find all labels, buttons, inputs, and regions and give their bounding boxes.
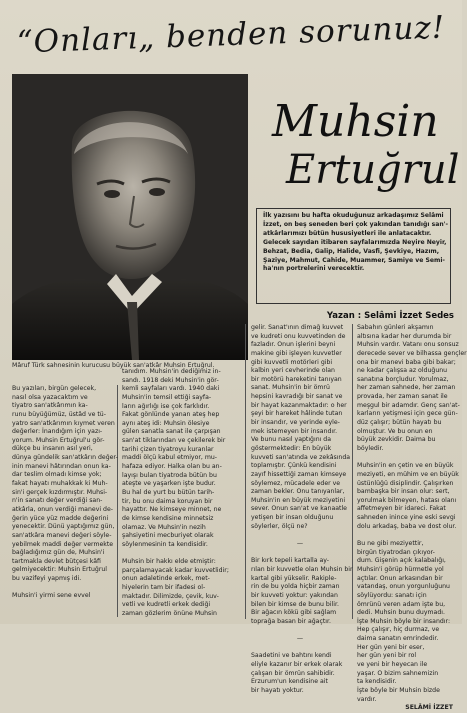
article-line: şahsiyetini mecburiyet olarak	[122, 532, 214, 540]
article-line: tir, bu onu daima koruyan bir	[122, 497, 213, 505]
article-line: meziyeti, en mühim ve en büyük	[357, 470, 459, 478]
article-line: Muhsin bir hakkı elde etmiştir:	[122, 558, 216, 566]
article-line: atkârla, onun verdiği manevi de-	[12, 505, 114, 513]
intro-line: atkârlarımızı bütün hususiyetleri ile anlatacaktır.	[263, 229, 432, 237]
article-line: Erzurum'un kendisine ait	[251, 678, 328, 686]
article-line: yetişen bir insan olduğunu	[251, 514, 334, 522]
article-line: hiyelerin tam bir ifadesi ol-	[122, 584, 206, 592]
article-line: aynı ateş idi: Muhsin ölesiye	[122, 419, 210, 427]
article-line: ta kendisidir.	[357, 678, 397, 686]
article-line: Sabahın günleri akşamın	[357, 324, 434, 331]
article-column-2	[122, 368, 238, 617]
intro-line: ha'nın portrelerini verecektir.	[263, 265, 365, 273]
article-line: İşte Muhsin böyle bir insandır:	[357, 617, 451, 625]
article-line: —	[296, 635, 304, 643]
article-line: kalbin yeri cevherinde olan	[251, 367, 335, 375]
article-line: —	[296, 540, 304, 548]
article-line: Bir ağacın kökü gibi sağlam	[251, 609, 337, 617]
article-line: ve yeni bir heyecan ile	[357, 660, 428, 668]
article-line: tiyatro san'atkârımın ka-	[12, 402, 88, 410]
article-line: yaşar. O bizim sahnemizin	[357, 669, 439, 677]
article-line: birgün tiyatrodan çıkıyor-	[357, 548, 435, 556]
title-first-name: Muhsin	[272, 96, 439, 147]
article-line: san'atkâra manevi değeri söyle-	[12, 531, 112, 539]
article-line: fakat hayatı muhakkak ki Muh-	[12, 480, 108, 488]
article-line: göstermektedir: En büyük	[251, 444, 332, 452]
article-line: dolu arkadaş, baba ve dost olur.	[357, 522, 457, 530]
article-line: Muhsin'in temsil ettiği sayfa-	[122, 393, 212, 401]
article-line: sanat. Muhsin'in bir ömrü	[251, 384, 330, 392]
article-line: bir hayatı yoktur.	[251, 686, 304, 694]
article-line	[251, 644, 349, 653]
portrait-photo	[12, 74, 248, 360]
article-line: Muhsin'in en çetin ve en büyük	[357, 462, 454, 470]
article-line	[12, 584, 114, 593]
article-line: dar teslim olmadı kimse yok;	[12, 471, 102, 479]
article-line: san'at tiklarından ve çekilerek bir	[122, 437, 226, 445]
article-line: olmuştur. Ve bu onun en	[357, 427, 433, 435]
column-divider	[117, 385, 118, 617]
article-line: böyledir.	[357, 444, 384, 452]
intro-line: İlk yazısını bu hafta okuduğunuz arkadaşımız Selâmi	[263, 212, 444, 219]
article-line: kuvveti san'atında ve zekâsında	[251, 453, 351, 461]
article-line: Bu hal de yurt bu bütün tarih-	[122, 488, 215, 496]
article-line: SELÂMİ İZZET	[405, 704, 453, 712]
article-line: dükçe bu insanın asıl yeri,	[12, 445, 93, 453]
article-line: bir motörü hareketini tanıyan	[251, 375, 342, 383]
article-line: sanatına borçludur. Yorulmaz,	[357, 375, 449, 383]
article-line: de kimse kendisine minnetsiz	[122, 514, 214, 522]
column-divider	[245, 324, 246, 619]
page-header-title: “Onları„ benden sorunuz!	[16, 9, 446, 61]
article-line: söylemez, mücadele eder ve	[251, 479, 341, 487]
article-line: toplamıştır. Çünkü kendisini	[251, 462, 337, 470]
article-line: kemli sayfaları vardı. 1940 daki	[122, 385, 220, 393]
article-line: zayıf hissettiği zaman kimseye	[251, 470, 347, 478]
article-line: ne kadar çalışsa az olduğunu	[357, 367, 448, 375]
article-line: her zaman sahnede, her zaman	[357, 384, 456, 392]
article-line: parçalamayacak kadar kuvvetlidir;	[122, 566, 229, 574]
article-column-3	[251, 324, 353, 694]
article-line: söylüyordu: sanatı için	[357, 591, 427, 599]
article-column-1	[12, 385, 118, 617]
title-last-name: Ertuğrul	[286, 147, 460, 193]
article-line: söylerler, ölçü ne?	[251, 522, 308, 530]
article-line: rin de bu yolda hiçbir zaman	[251, 583, 340, 591]
article-line: fazladır. Onun işlerini beyni	[251, 341, 336, 349]
article-line: sin'i gerçek kızdırmıştır. Muhsi-	[12, 488, 108, 496]
article-line: ona bir manevi baba gibi bakar;	[357, 358, 456, 366]
article-line: hafaza ediyor. Halka olan bu an-	[122, 463, 222, 471]
author-byline: Yazan : Selâmi İzzet Sedes	[326, 311, 454, 321]
article-line: gelmiyecektir: Muhsin Ertuğrul	[12, 566, 108, 574]
article-line: sandı. 1918 deki Muhsin'in gör-	[122, 376, 219, 384]
article-line: layışı bulan tiyatroda bütün bu	[122, 471, 217, 479]
article-line: Saadetini ve bahtını kendi	[251, 652, 332, 660]
article-line: gelir. Sanat'ının dimağ kuvvet	[251, 324, 344, 331]
article-line: n'in sanatı değer verdiği san-	[12, 497, 103, 505]
article-line: eliyle kazanır bir erkek olarak	[251, 660, 343, 668]
article-line: hayattır. Ne kimseye minnet, ne	[122, 506, 222, 514]
article-line: ların ağırlığı ise çok farklıdır.	[122, 402, 210, 410]
article-line: Ve bunu nasıl yaptığını da	[251, 436, 332, 444]
article-line: sever. Onun san'at ve kanaatle	[251, 505, 347, 513]
article-line: bir insandır, ve yerinde eyle-	[251, 419, 340, 427]
article-line: büyük zevkidir. Daima bu	[357, 436, 436, 444]
article-line: Muhsin'i görüp hürmetle yol	[357, 565, 444, 573]
article-line: bir kuvveti yoktur: yakından	[251, 591, 338, 599]
article-line: gibi kuvvetli motörleri gibi	[251, 358, 333, 366]
article-line: zaman gözlerim önüne Muhsin	[122, 609, 217, 617]
article-line: vardır.	[357, 695, 377, 703]
article-line: inin manevi hâtırından onun ka-	[12, 462, 111, 470]
portrait-illustration	[12, 74, 248, 360]
article-line: tanıdım. Muhsin'in dediğimiz in-	[122, 368, 221, 375]
article-line: değerler: İnandığım için yazı-	[12, 428, 103, 436]
article-line	[251, 531, 349, 540]
article-line: yenecektir. Dünü yaptığımız gün,	[12, 523, 115, 531]
article-line: her gün yeni bir rol	[357, 652, 417, 660]
intro-line: Gelecek sayıdan itibaren sayfalarımızda Neyire Neyir,	[263, 238, 447, 246]
article-line: Muhsin vardır. Vatanı onu sonsuz	[357, 341, 459, 349]
article-line: yorulmak bilmeyen, hatası olanı	[357, 496, 457, 504]
article-line: düz çalışır; bütün hayatı bu	[357, 419, 442, 427]
article-line: Bu ne gibi meziyettir,	[357, 540, 424, 548]
article-line: ömrünü veren adam işte bu,	[357, 600, 446, 608]
article-line: bu vazifeyi yapmış idi.	[12, 575, 82, 583]
article-line: dedi. Muhsin bunu duymadı.	[357, 609, 445, 617]
article-line: maktadır. Dilimizde, çevik, kuv-	[122, 592, 219, 600]
article-line: affetmeyen bir idareci. Fakat	[357, 505, 446, 513]
article-line: makine gibi işleyen kuvvetler	[251, 349, 342, 357]
article-line: yatro san'atkârımın kıymet veren	[12, 419, 115, 427]
article-column-4	[357, 324, 467, 712]
article-line: sahneden inince yine eski sevgi	[357, 514, 456, 522]
article-line: rılan bir kuvvetle olan Muhsin bir	[251, 565, 353, 573]
article-line: daima sanatın emrindedir.	[357, 635, 439, 643]
article-line: meşgul bir adamdır. Genç san'at-	[357, 401, 460, 409]
article-line: bir hayat kazanmaktadır: o her	[251, 401, 347, 409]
article-line: söylenmesinin ta kendisidir.	[122, 540, 208, 548]
article-line: açtılar. Onun arkasından bir	[357, 574, 443, 582]
article-line: bağladığımız gün de, Muhsin'i	[12, 549, 105, 557]
article-line: tarihi çizen tiyatroyu kuranlar	[122, 445, 214, 453]
article-line: gülen sanatla sanat ile çarpışan	[122, 428, 221, 436]
intro-line: İzzet, on beş seneden beri çok yakından tanıdığı san'-	[263, 220, 449, 228]
article-line: ateşte ve yaşarken işte budur.	[122, 480, 216, 488]
article-line	[251, 626, 349, 635]
article-line: Her gün yeni bir eser,	[357, 643, 425, 651]
article-line: hepsini kavradığı bir sanat ve	[251, 393, 343, 401]
intro-box	[256, 208, 451, 304]
article-line: Muhsin'in en büyük meziyetini	[251, 496, 346, 504]
article-line: yebilmek maddi değer vermekte	[12, 540, 114, 548]
article-line: vetli ve kudretli erkek dediği	[122, 601, 211, 609]
article-line: vatandaş, onun yorgunluğunu	[357, 583, 450, 591]
article-line: bilen bir kimse de bunu bilir.	[251, 600, 339, 608]
article-line	[122, 549, 238, 558]
article-line: Bir kırk tepeli kartalla ay-	[251, 557, 330, 565]
article-line: kartal gibi yükselir. Rakiple-	[251, 574, 337, 582]
article-line: bambaşka bir insan olur: sert,	[357, 488, 450, 496]
intro-line: Şaziye, Mahmut, Cahide, Muammer, Samiye ve Semi-	[263, 256, 445, 264]
article-line: üstünlüğü disiplindir. Çalışırken	[357, 479, 454, 487]
intro-line: Behzat, Bedia, Galip, Halide, Vasfi, Şevkiye, Hazım,	[263, 247, 440, 255]
article-line: ve kudreti onu kuvvetinden de	[251, 332, 346, 340]
article-line: olamaz. Ve Muhsin'in nezih	[122, 523, 206, 531]
article-line: Bu yazıları, birgün gelecek,	[12, 385, 97, 392]
article-line	[357, 531, 453, 540]
article-line: maddi ölçü kabul etmiyor, mu-	[122, 454, 218, 462]
article-line: Fakat gönlünde yanan ateş hep	[122, 411, 220, 419]
article-line: yorum. Muhsin Ertuğrul'u gör-	[12, 436, 105, 444]
article-line: tartmakla devlet bütçesi kâfi	[12, 557, 101, 565]
article-line: karların yetişmesi için gece gün-	[357, 410, 458, 418]
article-line: nasıl olsa yazacaktım ve	[12, 393, 88, 401]
article-line: dünya gündelik san'atkârın değer-	[12, 454, 118, 462]
article-line: runu büyüğümüz, üstâd ve tü-	[12, 410, 106, 418]
article-line: altısına kadar her durumda bir	[357, 332, 452, 340]
photo-caption: Mâruf Türk sahnesinin kurucusu büyük san'atkâr Muhsin Ertuğrul.	[12, 362, 215, 369]
article-line: şeyi bir hareket hâlinde tutan	[251, 410, 343, 418]
article-line: İşte böyle bir Muhsin bizde	[357, 686, 440, 694]
article-line: çalışan bir ömrün sahibidir.	[251, 669, 335, 677]
article-line: Hep çalışır, hiç durmaz, ve	[357, 626, 440, 634]
column-divider	[352, 324, 353, 619]
article-line: zaman bekler. Onu tanıyanlar,	[251, 488, 345, 496]
article-line: onun adaletinde erkek, met-	[122, 575, 210, 583]
article-line: dum. Gişenin açık kalabalığı,	[357, 557, 446, 565]
article-line: derecede sever ve bilhassa gençler	[357, 349, 467, 357]
article-line: Muhsin'i yirmi sene evvel	[12, 592, 91, 600]
article-line: ğerin yüce yüz madde değerini	[12, 514, 109, 522]
article-line: mek istemeyen bir insandır.	[251, 427, 338, 435]
article-line: provada, her zaman sanat ile	[357, 393, 448, 401]
article-line	[251, 549, 349, 558]
article-line: toprağa basan bir ağaçtır.	[251, 617, 331, 625]
article-line	[357, 454, 453, 463]
